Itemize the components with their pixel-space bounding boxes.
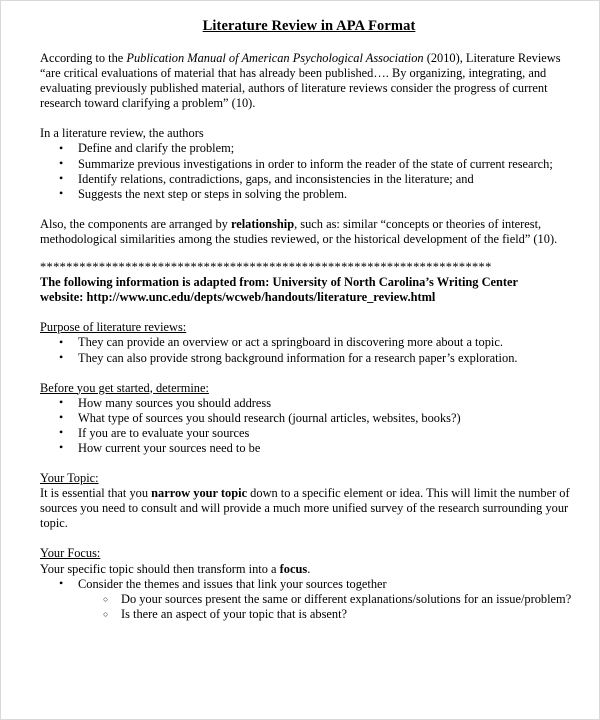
spacer (40, 202, 578, 217)
spacer (40, 36, 578, 51)
your-topic-after-bold: down to a specific element or idea. This will limit the number of sources you need to consult and will provide a much more unified survey of the research surrounding your topic. (40, 486, 570, 531)
spacer (40, 305, 578, 320)
your-focus-bullet-list (40, 577, 578, 592)
list-item: • Consider the themes and issues that link your sources together (40, 577, 578, 592)
section-heading-before-started-text: Before you get started, determine: (40, 380, 209, 395)
components-paragraph (40, 217, 578, 247)
authors-bullet-list (40, 141, 578, 201)
authors-lead-in: In a literature review, the authors (40, 126, 204, 141)
spacer (40, 111, 578, 126)
list-item: • They can provide an overview or act a springboard in discovering more about a topic. (40, 335, 578, 350)
intro-paragraph (40, 51, 578, 111)
section-heading-purpose (40, 320, 578, 335)
spacer (40, 247, 578, 260)
spacer (40, 366, 578, 381)
your-topic-before-bold: It is essential that you (40, 486, 152, 501)
asterisk-divider: ********************************************************************* (40, 260, 492, 275)
list-item: • What type of sources you should research (journal articles, websites, books?) (40, 411, 578, 426)
narrow-your-topic-keyword: narrow your topic (151, 486, 248, 501)
section-heading-your-topic (40, 471, 578, 486)
publication-manual-title: Publication Manual of American Psychological Association (126, 51, 424, 65)
source-credit-line-1: The following information is adapted from: University of North Carolina’s Writing Center (40, 275, 519, 290)
list-item: • Summarize previous investigations in order to inform the reader of the state of current research; (40, 157, 578, 172)
your-focus-paragraph (40, 562, 578, 577)
your-focus-before-bold: Your specific topic should then transform into a (40, 561, 280, 576)
list-item: • Define and clarify the problem; (40, 141, 578, 156)
focus-keyword: focus (279, 561, 308, 576)
intro-after-italic: (2010), Literature Reviews “are critical evaluations of material that has already been published…. By organizing, integrating, and evaluating previously published material, authors of literature reviews consider the progress of current research toward clarifying a problem” (10). (40, 51, 561, 111)
source-credit-line-2: website: http://www.unc.edu/depts/wcweb/handouts/literature_review.html (40, 290, 436, 305)
purpose-bullet-list (40, 335, 578, 365)
spacer (40, 531, 578, 546)
section-heading-your-focus-text: Your Focus: (40, 546, 101, 561)
list-item: • They can also provide strong background information for a research paper’s exploration. (40, 351, 578, 366)
list-item: • How many sources you should address (40, 396, 578, 411)
your-focus-subbullet-list (40, 592, 578, 622)
your-topic-paragraph (40, 486, 578, 531)
relationship-keyword: relationship (230, 216, 295, 231)
section-heading-your-focus (40, 546, 578, 561)
before-started-bullet-list (40, 396, 578, 456)
section-heading-purpose-text: Purpose of literature reviews: (40, 320, 187, 335)
your-focus-after-bold: . (307, 561, 311, 576)
list-item: • If you are to evaluate your sources (40, 426, 578, 441)
intro-before-italic: According to the (40, 51, 127, 65)
components-before-bold: Also, the components are arranged by (40, 216, 231, 231)
section-heading-before-started (40, 381, 578, 396)
components-after-bold: , such as: similar “concepts or theories of interest, methodological similarities among the studies reviewed, or the historical development of the field” (10). (40, 216, 558, 246)
section-heading-your-topic-text: Your Topic: (40, 471, 99, 486)
list-item: • Suggests the next step or steps in solving the problem. (40, 187, 578, 202)
list-item: ○ Do your sources present the same or different explanations/solutions for an issue/problem? (40, 592, 578, 607)
list-item: • How current your sources need to be (40, 441, 578, 456)
spacer (40, 456, 578, 471)
page-title: Literature Review in APA Format (202, 18, 416, 34)
list-item: ○ Is there an aspect of your topic that is absent? (40, 607, 578, 622)
list-item: • Identify relations, contradictions, gaps, and inconsistencies in the literature; and (40, 172, 578, 187)
